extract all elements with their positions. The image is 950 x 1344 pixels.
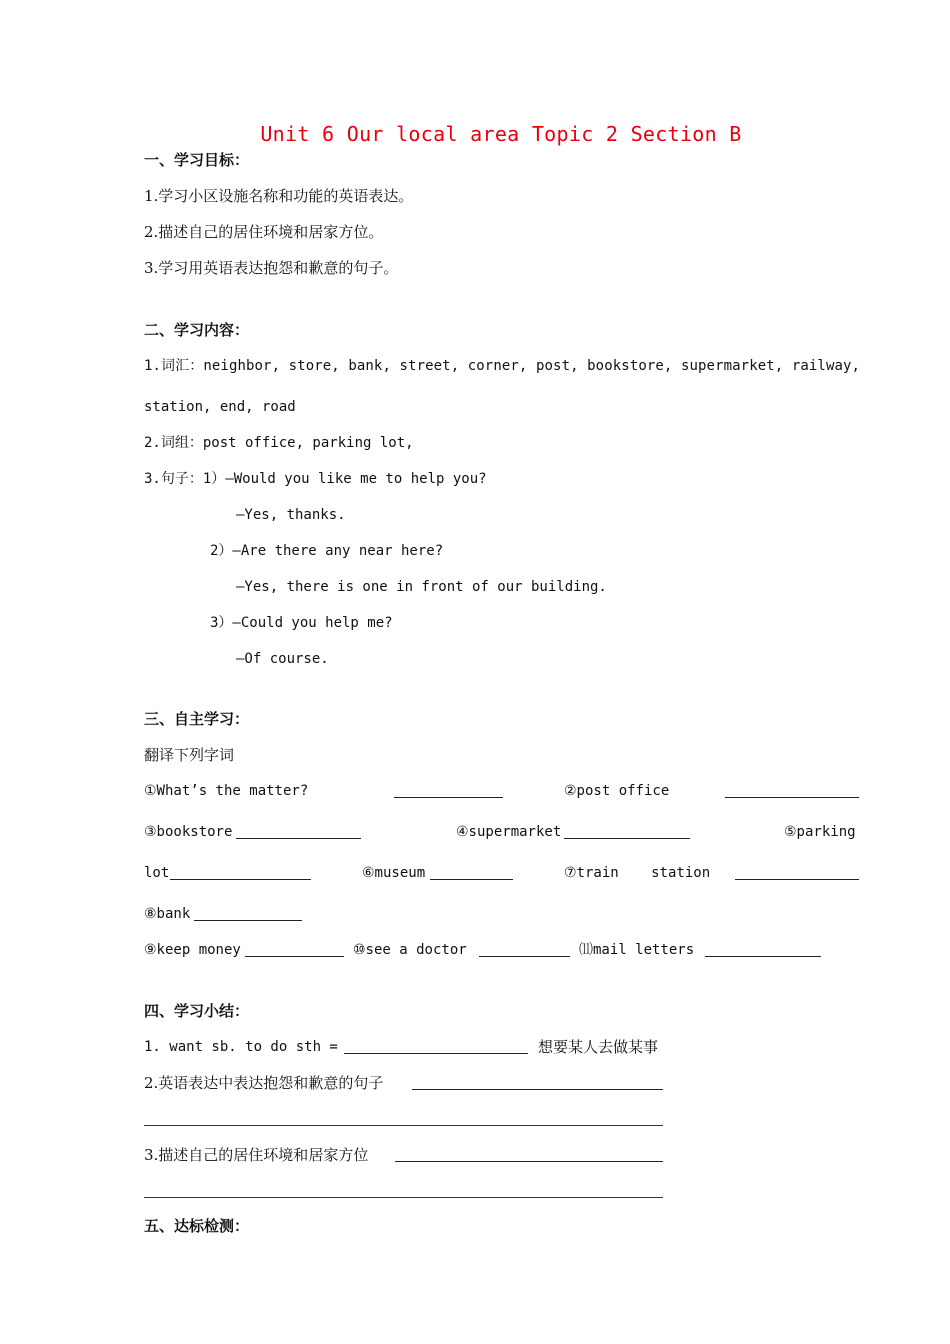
section-1-heading: 一、学习目标： [144, 151, 250, 169]
translate-item: ①What’s the matter? [144, 783, 309, 799]
answer-line[interactable] [144, 1125, 663, 1126]
vocab-line: 1.词汇：neighbor, store, bank, street, corner, post, bookstore, supermarket, railway, [144, 358, 861, 374]
translate-item: ④supermarket [456, 824, 562, 840]
answer-blank[interactable] [170, 865, 311, 880]
answer-blank[interactable] [394, 783, 503, 798]
summary-item-meaning: 想要某人去做某事 [538, 1038, 659, 1056]
answer-blank[interactable] [412, 1075, 663, 1090]
translate-item: ⑧bank [144, 906, 191, 922]
sentence-line: 3）—Could you help me? [210, 615, 393, 631]
translate-item: ⑾mail letters [579, 942, 695, 958]
translate-item: ③bookstore [144, 824, 233, 840]
answer-blank[interactable] [194, 906, 302, 921]
section-3-heading: 三、自主学习： [144, 710, 250, 728]
goal-item: 1.学习小区设施名称和功能的英语表达。 [144, 187, 414, 205]
vocab-line: station, end, road [144, 399, 296, 415]
translate-item: ⑩see a doctor [353, 942, 467, 958]
page-title: Unit 6 Our local area Topic 2 Section B [260, 122, 742, 146]
translate-item: ⑦train station [564, 865, 711, 881]
translate-item: ②post office [564, 783, 670, 799]
section-4-heading: 四、学习小结： [144, 1002, 250, 1020]
section-2-heading: 二、学习内容： [144, 321, 250, 339]
phrases-line: 2.词组：post office, parking lot, [144, 435, 414, 451]
sentence-line: 2）—Are there any near here? [210, 543, 444, 559]
sentence-line: —Yes, thanks. [236, 507, 346, 523]
answer-blank[interactable] [735, 865, 859, 880]
answer-line[interactable] [144, 1197, 663, 1198]
answer-blank[interactable] [236, 824, 361, 839]
sentence-line: —Of course. [236, 651, 329, 667]
translate-item: lot [144, 865, 170, 881]
answer-blank[interactable] [564, 824, 690, 839]
translate-item: ⑥museum [362, 865, 426, 881]
answer-blank[interactable] [395, 1147, 663, 1162]
translate-item: ⑨keep money [144, 942, 241, 958]
summary-item: 3.描述自己的居住环境和居家方位 [144, 1146, 369, 1164]
section-5-heading: 五、达标检测： [144, 1217, 250, 1235]
goal-item: 3.学习用英语表达抱怨和歉意的句子。 [144, 259, 399, 277]
instruction: 翻译下列字词 [144, 746, 235, 764]
translate-item: ⑤parking [784, 824, 856, 840]
summary-item: 1. want sb. to do sth = [144, 1039, 338, 1055]
goal-item: 2.描述自己的居住环境和居家方位。 [144, 223, 384, 241]
answer-blank[interactable] [245, 942, 344, 957]
answer-blank[interactable] [705, 942, 821, 957]
answer-blank[interactable] [430, 865, 513, 880]
answer-blank[interactable] [479, 942, 570, 957]
answer-blank[interactable] [725, 783, 859, 798]
answer-blank[interactable] [344, 1039, 528, 1054]
sentence-line: —Yes, there is one in front of our building. [236, 579, 607, 595]
summary-item: 2.英语表达中表达抱怨和歉意的句子 [144, 1074, 384, 1092]
sentence-line: 3.句子：1）—Would you like me to help you? [144, 471, 487, 487]
